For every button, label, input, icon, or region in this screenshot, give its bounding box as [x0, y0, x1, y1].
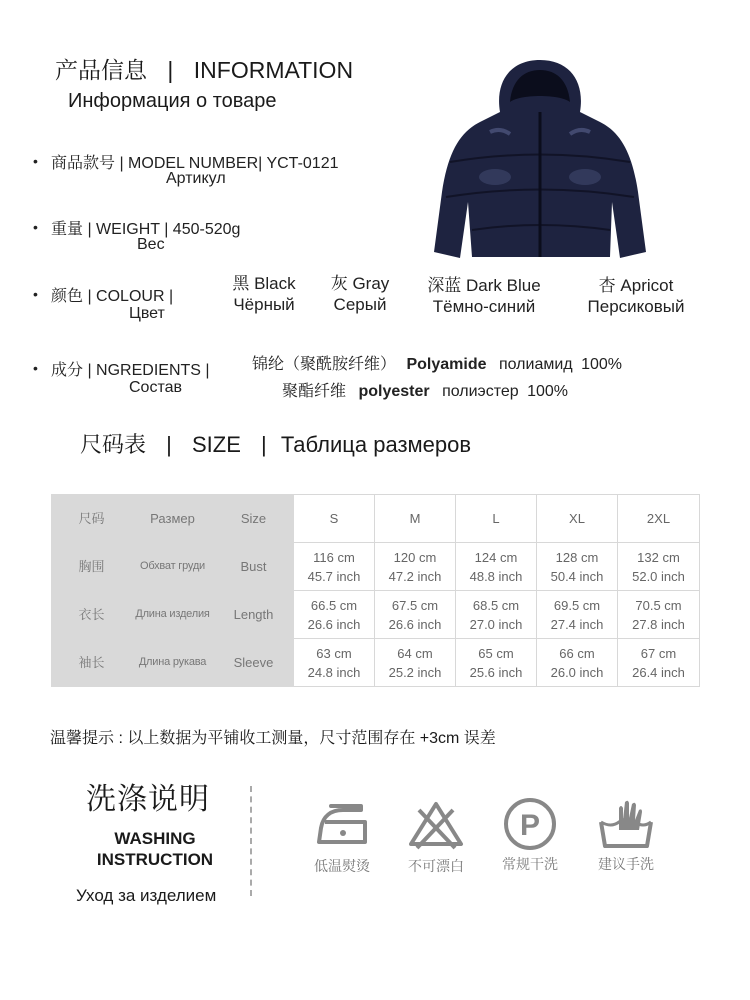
info-heading — [55, 52, 353, 85]
material-cn: 锦纶（聚酰胺纤维） — [252, 356, 397, 373]
table-cell: Length — [214, 591, 294, 639]
care-icon-item — [586, 796, 666, 874]
bullet: • — [33, 360, 38, 376]
table-cell — [375, 591, 456, 639]
cell-cm: 132 cm — [637, 549, 680, 565]
table-header-cell: Размер — [132, 495, 214, 543]
table-cell: Bust — [214, 543, 294, 591]
colour-line: 颜色 | COLOUR | — [51, 288, 174, 305]
table-header-cell: L — [456, 495, 537, 543]
bullet: • — [33, 219, 38, 235]
color-option-gray — [318, 273, 402, 315]
table-cell: 袖长 — [52, 639, 132, 687]
cell-inch: 24.8 inch — [307, 664, 361, 680]
table-cell: Обхват груди — [132, 543, 214, 591]
color-option-apricot — [574, 275, 698, 317]
cell-inch: 50.4 inch — [550, 568, 604, 584]
material-polyester — [282, 378, 568, 401]
cell-inch: 48.8 inch — [469, 568, 523, 584]
color-name-ru: Чёрный — [233, 295, 295, 314]
washing-title-ru: Уход за изделием — [76, 886, 217, 905]
material-pct: 100% — [581, 356, 622, 373]
cell-inch: 26.6 inch — [388, 616, 442, 632]
cell-inch: 25.2 inch — [388, 664, 442, 680]
cell-cm: 128 cm — [555, 549, 599, 565]
no-bleach-icon — [405, 798, 467, 850]
color-name: 黑 Black — [232, 274, 296, 293]
washing-title-en-line1: WASHING — [114, 829, 196, 848]
table-header-row — [52, 495, 700, 543]
weight-line: 重量 | WEIGHT | 450-520g — [51, 221, 241, 238]
size-heading-ru: Таблица размеров — [280, 432, 472, 457]
cell-inch: 47.2 inch — [388, 568, 442, 584]
cell-cm: 69.5 cm — [553, 597, 601, 613]
ingredients-ru: Состав — [129, 379, 182, 396]
table-cell — [618, 639, 700, 687]
heading-separator: | — [261, 432, 267, 457]
table-row — [52, 591, 700, 639]
table-cell — [537, 543, 618, 591]
care-icon-item — [396, 798, 476, 876]
table-cell — [375, 543, 456, 591]
table-row — [52, 639, 700, 687]
table-header-cell: XL — [537, 495, 618, 543]
color-name-ru: Серый — [333, 295, 387, 314]
washing-title-cn: 洗涤说明 — [86, 783, 210, 816]
table-cell — [537, 591, 618, 639]
cell-inch: 26.4 inch — [632, 664, 685, 680]
heading-separator: | — [167, 57, 174, 83]
size-heading — [80, 428, 471, 459]
care-icon-label: 常规干洗 — [502, 856, 558, 872]
info-heading-cn: 产品信息 — [55, 57, 147, 83]
ingredients-line: 成分 | NGREDIENTS | — [51, 362, 210, 379]
info-heading-ru: Информация о товаре — [68, 90, 277, 112]
dry-clean-glyph: P — [519, 809, 541, 842]
table-cell — [294, 639, 375, 687]
table-cell: Sleeve — [214, 639, 294, 687]
hand-wash-icon — [595, 796, 657, 852]
table-cell — [456, 639, 537, 687]
section-divider — [250, 786, 252, 896]
cell-cm: 66.5 cm — [310, 597, 358, 613]
cell-cm: 124 cm — [474, 549, 518, 565]
cell-inch: 27.8 inch — [632, 616, 685, 632]
table-header-cell: Size — [214, 495, 294, 543]
table-cell — [618, 591, 700, 639]
table-cell: Длина рукава — [132, 639, 214, 687]
cell-cm: 67.5 cm — [391, 597, 439, 613]
size-heading-en: SIZE — [191, 432, 241, 457]
care-icon-label: 低温熨烫 — [314, 858, 370, 874]
cell-cm: 63 cm — [316, 645, 352, 661]
dry-clean-icon — [499, 796, 561, 852]
cell-cm: 116 cm — [313, 549, 355, 565]
measurement-note: 温馨提示 : 以上数据为平铺收工测量，尺寸范围存在 +3cm 误差 — [50, 730, 496, 747]
cell-inch: 27.0 inch — [469, 616, 523, 632]
table-row — [52, 543, 700, 591]
table-cell: 衣长 — [52, 591, 132, 639]
jacket-product-image — [420, 52, 660, 272]
table-cell — [537, 639, 618, 687]
material-en: Polyamide — [406, 356, 487, 373]
table-cell — [618, 543, 700, 591]
care-icon-label: 建议手洗 — [598, 856, 654, 872]
cell-cm: 70.5 cm — [635, 597, 682, 613]
table-cell — [294, 543, 375, 591]
color-name-ru: Персиковый — [587, 297, 685, 316]
table-cell: 胸围 — [52, 543, 132, 591]
material-polyamide — [252, 351, 622, 374]
heading-separator: | — [166, 432, 172, 457]
material-cn: 聚酯纤维 — [282, 383, 347, 400]
material-ru: полиамид — [498, 356, 573, 373]
cell-cm: 66 cm — [559, 645, 595, 661]
table-cell — [456, 543, 537, 591]
table-header-cell: M — [375, 495, 456, 543]
color-name: 灰 Gray — [330, 274, 390, 293]
table-cell: Длина изделия — [132, 591, 214, 639]
table-cell — [294, 591, 375, 639]
model-number-ru: Артикул — [166, 170, 226, 187]
material-pct: 100% — [527, 383, 569, 400]
cell-cm: 65 cm — [478, 645, 514, 661]
table-cell — [456, 591, 537, 639]
cell-cm: 68.5 cm — [472, 597, 520, 613]
size-heading-cn: 尺码表 — [80, 432, 147, 457]
color-name: 杏 Apricot — [598, 276, 674, 295]
table-header-cell: 2XL — [618, 495, 700, 543]
cell-inch: 52.0 inch — [632, 568, 685, 584]
cell-inch: 45.7 inch — [307, 568, 361, 584]
material-en: polyester — [358, 383, 430, 400]
cell-inch: 27.4 inch — [550, 616, 604, 632]
cell-cm: 67 cm — [640, 645, 677, 661]
info-heading-en: INFORMATION — [193, 57, 354, 83]
cell-cm: 120 cm — [393, 549, 437, 565]
care-icon-item — [490, 796, 570, 874]
color-option-dark-blue — [414, 275, 554, 317]
weight-ru: Вес — [137, 236, 165, 253]
color-name-ru: Тёмно-синий — [432, 297, 536, 316]
bullet: • — [33, 286, 38, 302]
bullet: • — [33, 153, 38, 169]
size-table — [51, 494, 700, 687]
color-name: 深蓝 Dark Blue — [427, 276, 541, 295]
cell-inch: 26.0 inch — [550, 664, 604, 680]
care-icon-label: 不可漂白 — [408, 858, 464, 874]
color-option-black — [222, 273, 306, 315]
table-header-cell: S — [294, 495, 375, 543]
washing-title-en-line2: INSTRUCTION — [96, 850, 214, 869]
material-ru: полиэстер — [442, 383, 519, 400]
colour-ru: Цвет — [129, 305, 165, 322]
cell-inch: 25.6 inch — [469, 664, 523, 680]
table-header-cell: 尺码 — [52, 495, 132, 543]
cell-cm: 64 cm — [397, 645, 433, 661]
table-cell — [375, 639, 456, 687]
low-temp-iron-icon — [311, 798, 373, 850]
washing-title-en — [80, 828, 230, 870]
care-icon-item — [302, 798, 382, 876]
model-number-line: 商品款号 | MODEL NUMBER| YCT-0121 — [51, 155, 339, 172]
cell-inch: 26.6 inch — [307, 616, 361, 632]
